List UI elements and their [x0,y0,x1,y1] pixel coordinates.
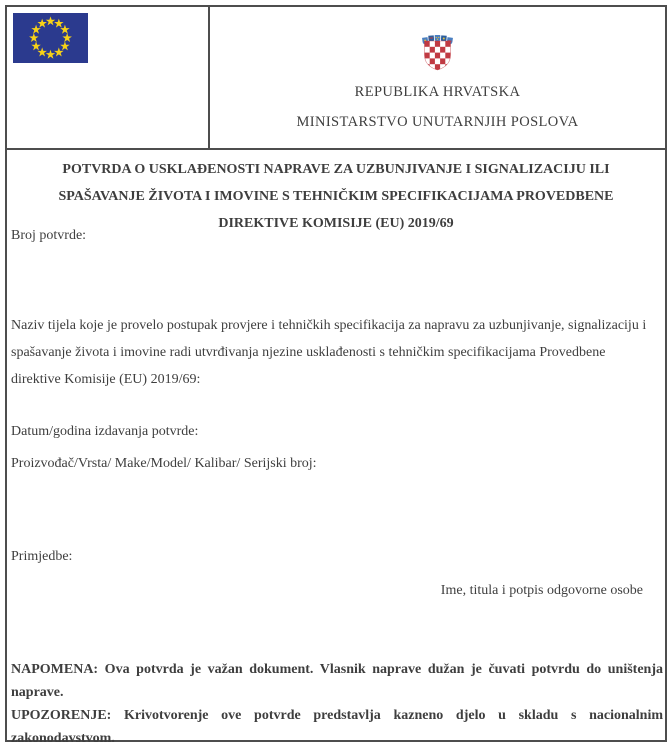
document-title: POTVRDA O USKLAĐENOSTI NAPRAVE ZA UZBUNJIVANJE I SIGNALIZACIJU ILI SPAŠAVANJE ŽIVOTA I IMOVINE S TEHNIČKIM SPECIFIKACIJAMA PROVEDBENE DIREKTIVE KOMISIJE (EU) 2019/69 [58,162,614,231]
remarks-label: Primjedbe: [11,549,73,564]
republic-name: REPUBLIKA HRVATSKA [354,84,521,100]
signature-label: Ime, titula i potpis odgovorne osobe [440,583,643,598]
eu-flag-icon [13,13,202,63]
certificate-number-label: Broj potvrde: [11,228,87,243]
document-header [7,7,665,150]
issue-date-label: Datum/godina izdavanja potvrde: [11,424,199,439]
verification-body-paragraph: Naziv tijela koje je provelo postupak provjere i tehničkih specifikacija za napravu za uzbunjivanje, signalizaciju i spašavanje života i imovine radi utvrđivanja njezine usklađenosti s tehničkim specifikacijama Provedbene direktive Komisije (EU) 2019/69: [11,318,647,387]
document-body [7,150,665,746]
ministry-name: MINISTARSTVO UNUTARNJIH POSLOVA [296,114,579,130]
croatia-coat-of-arms-icon [210,34,665,71]
manufacturer-model-serial-label: Proizvođač/Vrsta/ Make/Model/ Kalibar/ Serijski broj: [11,456,317,471]
note-upozorenje: UPOZORENJE: Krivotvorenje ove potvrde predstavlja kazneno djelo u skladu s nacionalnim zakonodavstvom. [11,708,663,746]
header-left-cell [7,7,210,148]
certificate-document [5,5,667,746]
note-napomena: NAPOMENA: Ova potvrda je važan dokument. Vlasnik naprave dužan je čuvati potvrdu do uništenja naprave. [11,662,663,700]
header-right-cell [210,7,665,148]
